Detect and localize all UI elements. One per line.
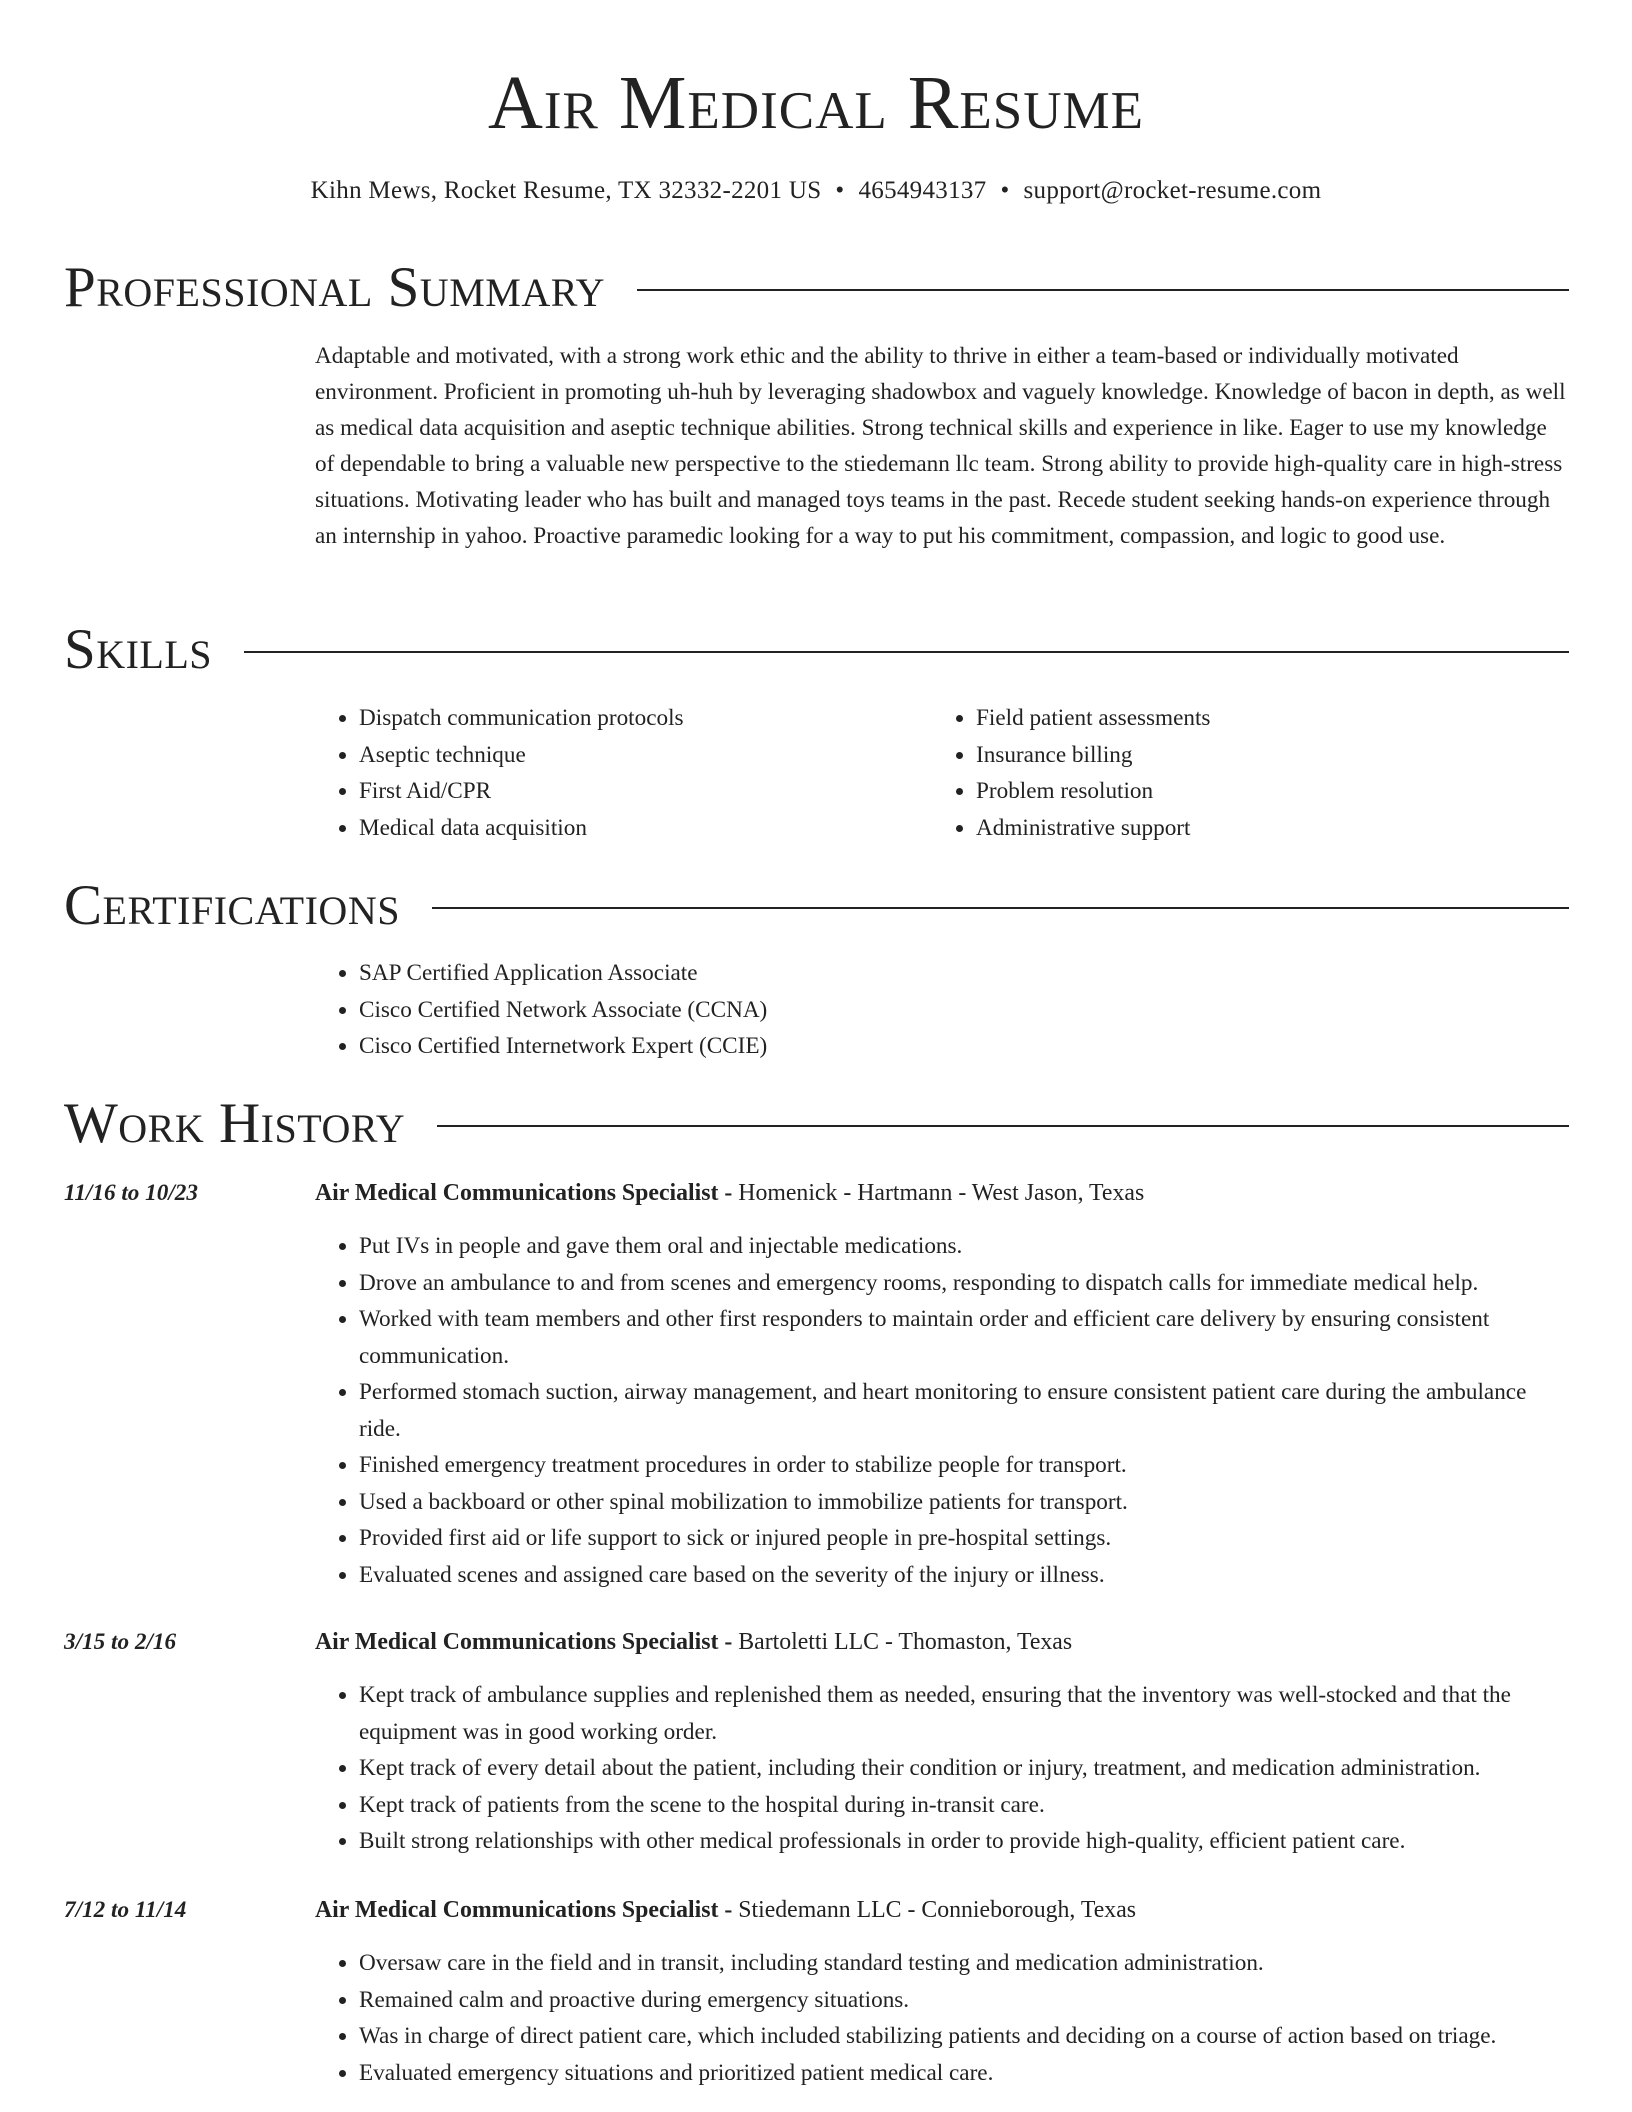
job-dates: 11/16 to 10/23 <box>64 1180 198 1206</box>
skill-item: • Administrative support <box>976 810 1549 847</box>
job-title: Air Medical Communications Specialist <box>315 1180 719 1206</box>
duty-item: • Evaluated emergency situations and prioritized patient medical care. <box>359 2055 1569 2092</box>
job-title: Air Medical Communications Specialist <box>315 1629 719 1655</box>
duty-item: • Kept track of every detail about the patient, including their condition or injury, treatment, and medication administration. <box>359 1750 1569 1787</box>
duty-item: • Provided first aid or life support to sick or injured people in pre-hospital settings. <box>359 1520 1569 1557</box>
contact-email: support@rocket-resume.com <box>1023 177 1322 204</box>
duty-item: • Remained calm and proactive during emergency situations. <box>359 1982 1569 2019</box>
skill-item: • Problem resolution <box>976 773 1549 810</box>
job-company: Stiedemann LLC - Connieborough, Texas <box>738 1897 1137 1923</box>
job-duties <box>315 1945 1569 2091</box>
work-history-section-header <box>64 1091 1569 1157</box>
contact-separator: • <box>835 177 845 204</box>
skill-item: • Medical data acquisition <box>359 810 932 847</box>
duty-item: • Used a backboard or other spinal mobilization to immobilize patients for transport. <box>359 1484 1569 1521</box>
job-dates: 7/12 to 11/14 <box>64 1897 187 1923</box>
duty-item: • Drove an ambulance to and from scenes and emergency rooms, responding to dispatch calls for immediate medical help. <box>359 1265 1569 1302</box>
duty-item: • Evaluated scenes and assigned care based on the severity of the injury or illness. <box>359 1557 1569 1594</box>
section-divider <box>637 289 1569 291</box>
skill-item: • Dispatch communication protocols <box>359 700 932 737</box>
skill-item: • Insurance billing <box>976 737 1549 774</box>
job-title-line: Air Medical Communications Specialist - Stiedemann LLC - Connieborough, Texas <box>315 1897 1137 1923</box>
skills-section-header <box>64 617 1569 683</box>
job-duties <box>315 1677 1569 1860</box>
certification-item: • Cisco Certified Network Associate (CCNA) <box>359 992 1569 1029</box>
duty-item: • Put IVs in people and gave them oral and injectable medications. <box>359 1228 1569 1265</box>
certification-item: • SAP Certified Application Associate <box>359 955 1569 992</box>
skill-item: • Aseptic technique <box>359 737 932 774</box>
work-history-heading: Work History <box>64 1092 406 1155</box>
job-dates: 3/15 to 2/16 <box>64 1629 177 1655</box>
duty-item: • Kept track of ambulance supplies and replenished them as needed, ensuring that the inventory was well-stocked and that the equipment was in good working order. <box>359 1677 1569 1750</box>
summary-heading: Professional Summary <box>64 256 606 319</box>
contact-separator: • <box>1000 177 1010 204</box>
certifications-section-header <box>64 873 1569 939</box>
duty-item: • Worked with team members and other first responders to maintain order and efficient care delivery by ensuring consistent communication. <box>359 1301 1569 1374</box>
certifications-heading: Certifications <box>64 874 400 937</box>
contact-phone: 4654943137 <box>858 177 987 204</box>
summary-section-header <box>64 255 1569 321</box>
job-title-line: Air Medical Communications Specialist - Homenick - Hartmann - West Jason, Texas <box>315 1180 1145 1206</box>
job-company: Bartoletti LLC - Thomaston, Texas <box>738 1629 1073 1655</box>
section-divider <box>437 1125 1569 1127</box>
job-duties <box>315 1228 1569 1593</box>
job-company: Homenick - Hartmann - West Jason, Texas <box>738 1180 1145 1206</box>
duty-item: • Was in charge of direct patient care, which included stabilizing patients and deciding on a course of action based on triage. <box>359 2018 1569 2055</box>
contact-address: Kihn Mews, Rocket Resume, TX 32332-2201 US <box>310 177 822 204</box>
skills-list <box>315 700 1569 846</box>
skills-heading: Skills <box>64 618 213 681</box>
skill-item: • First Aid/CPR <box>359 773 932 810</box>
section-divider <box>432 907 1569 909</box>
section-divider <box>244 651 1569 653</box>
certifications-list <box>315 955 1569 1065</box>
duty-item: • Kept track of patients from the scene to the hospital during in-transit care. <box>359 1787 1569 1824</box>
certification-item: • Cisco Certified Internetwork Expert (CCIE) <box>359 1028 1569 1065</box>
duty-item: • Built strong relationships with other medical professionals in order to provide high-quality, efficient patient care. <box>359 1823 1569 1860</box>
job-title: Air Medical Communications Specialist <box>315 1897 719 1923</box>
skills-column-right <box>932 700 1549 846</box>
duty-item: • Finished emergency treatment procedures in order to stabilize people for transport. <box>359 1447 1569 1484</box>
skill-item: • Field patient assessments <box>976 700 1549 737</box>
contact-line <box>0 175 1632 207</box>
skills-column-left <box>315 700 932 846</box>
duty-item: • Performed stomach suction, airway management, and heart monitoring to ensure consistent patient care during the ambulance ride. <box>359 1374 1569 1447</box>
resume-name: Air Medical Resume <box>487 61 1145 145</box>
job-title-line: Air Medical Communications Specialist - Bartoletti LLC - Thomaston, Texas <box>315 1629 1073 1655</box>
duty-item: • Oversaw care in the field and in transit, including standard testing and medication administration. <box>359 1945 1569 1982</box>
summary-text: Adaptable and motivated, with a strong work ethic and the ability to thrive in either a team-based or individually motivated environment. Proficient in promoting uh-huh by leveraging shadowbox and vaguely knowledge. Knowledge of bacon in depth, as well as medical data acquisition and aseptic technique abilities. Strong technical skills and experience in like. Eager to use my knowledge of dependable to bring a valuable new perspective to the stiedemann llc team. Strong ability to provide high-quality care in high-stress situations. Motivating leader who has built and managed toys teams in the past. Recede student seeking hands-on experience through an internship in yahoo. Proactive paramedic looking for a way to put his commitment, compassion, and logic to good use. <box>315 343 1566 549</box>
